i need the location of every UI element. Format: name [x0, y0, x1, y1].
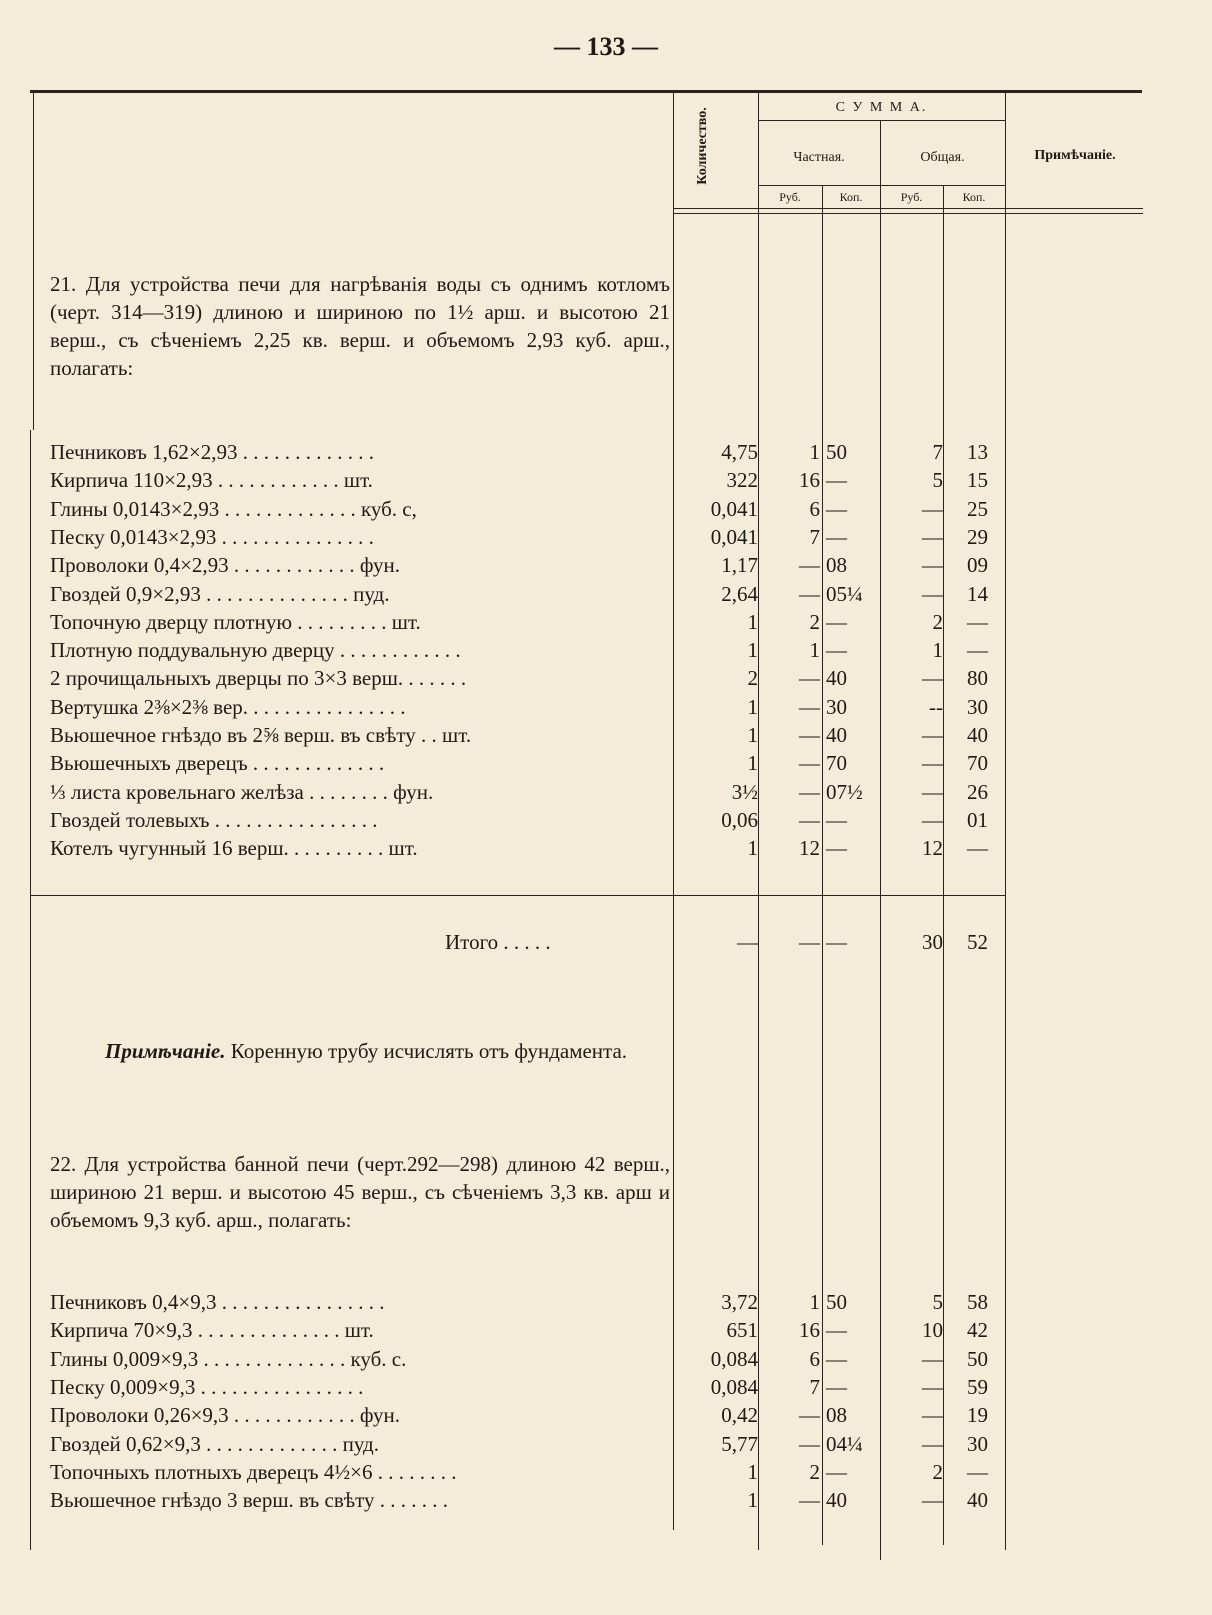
item-qty: 5,77 [721, 1431, 758, 1456]
table-row [0, 695, 1212, 723]
partial-rub: 16 [799, 1318, 820, 1343]
total-rub: 2 [932, 1459, 943, 1484]
total-kop: 50 [967, 1346, 988, 1371]
item-qty: 4,75 [721, 440, 758, 464]
item-qty: 1 [747, 836, 758, 861]
table-row [0, 1403, 1212, 1431]
item-name: ⅓ листа кровельнаго желѣза . . . . . . . . фун. [50, 779, 434, 804]
total-total-rub: 30 [922, 930, 943, 954]
item-name: Вьюшечныхъ дверецъ . . . . . . . . . . . . . [50, 751, 385, 776]
item-qty: 0,06 [721, 807, 758, 832]
partial-rub: 16 [799, 468, 820, 493]
total-rub: — [922, 779, 943, 804]
total-kop: — [967, 609, 988, 634]
total-kop: 01 [967, 807, 988, 832]
item-name: Вертушка 2⅜×2⅜ вер. . . . . . . . . . . . . . . . [50, 694, 406, 719]
rubkop-rule [758, 185, 1005, 186]
item-qty: 2,64 [721, 581, 758, 606]
partial-rub: 6 [809, 1346, 820, 1371]
total-kop: 40 [967, 723, 988, 747]
total-partial-kop: — [826, 930, 847, 954]
total-kop: 30 [967, 1431, 988, 1456]
total-row [0, 930, 1212, 958]
total-rub: — [922, 553, 943, 578]
partial-kop: 05¼ [826, 581, 863, 606]
total-kop: 09 [967, 553, 988, 578]
partial-kop: 30 [826, 694, 847, 719]
partial-kop: 08 [826, 1403, 847, 1428]
partial-kop: — [826, 1459, 847, 1484]
total-kop: 80 [967, 666, 988, 691]
item-name: Плотную поддувальную дверцу . . . . . . . . . . . . [50, 638, 461, 663]
remark-header: Примѣчаніе. [1034, 148, 1116, 163]
sum-header: С У М М А. [835, 100, 928, 115]
partial-kop: — [826, 807, 847, 832]
total-kop: 25 [967, 496, 988, 521]
total-kop: — [967, 836, 988, 861]
quantity-header: Количество. [695, 107, 710, 185]
partial-rub: 1 [809, 638, 820, 663]
item-name: Проволоки 0,26×9,3 . . . . . . . . . . . . фун. [50, 1403, 400, 1428]
total-kop: 58 [967, 1290, 988, 1314]
table-row [0, 1488, 1212, 1516]
table-row [0, 1290, 1212, 1318]
total-rub: — [922, 1488, 943, 1513]
partial-rub: — [799, 807, 820, 832]
partial-rub: — [799, 1431, 820, 1456]
item-name: Песку 0,009×9,3 . . . . . . . . . . . . . . . . [50, 1374, 364, 1399]
total-kop: 30 [967, 694, 988, 719]
total-label: Итого . . . . . [445, 930, 551, 954]
total-kop: 40 [967, 1488, 988, 1513]
partial-kop: — [826, 638, 847, 663]
partial-rub: — [799, 751, 820, 776]
item-qty: 651 [726, 1318, 758, 1343]
partial-rub: 1 [809, 1290, 820, 1314]
item-qty: 3½ [731, 779, 758, 804]
item-name: Котелъ чугунный 16 верш. . . . . . . . . . шт. [50, 836, 418, 861]
item-name: Кирпича 70×9,3 . . . . . . . . . . . . . . шт. [50, 1318, 374, 1343]
total-kop: 29 [967, 524, 988, 549]
total-rub: 12 [922, 836, 943, 861]
table-row [0, 1318, 1212, 1346]
table-row [0, 440, 1212, 468]
total-partial-rub: — [799, 930, 820, 954]
partial-kop: 50 [826, 440, 847, 464]
partial-kop: 08 [826, 553, 847, 578]
partial-kop: — [826, 836, 847, 861]
table-row [0, 1432, 1212, 1460]
total-kop: — [967, 1459, 988, 1484]
table-row [0, 525, 1212, 553]
table-row [0, 836, 1212, 864]
item-name: 2 прочищальныхъ дверцы по 3×3 верш. . . . . . . [50, 666, 467, 691]
item-qty: 3,72 [721, 1290, 758, 1314]
total-total-kop: 52 [967, 930, 988, 954]
table-row [0, 610, 1212, 638]
item-name: Гвоздей 0,62×9,3 . . . . . . . . . . . . . пуд. [50, 1431, 379, 1456]
total-rub: — [922, 1346, 943, 1371]
partial-kop: 70 [826, 751, 847, 776]
partial-kop: — [826, 609, 847, 634]
total-rub: — [922, 1431, 943, 1456]
partial-rub: 7 [809, 524, 820, 549]
page-number: — 133 — [554, 32, 658, 61]
item-name: Печниковъ 1,62×2,93 . . . . . . . . . . . . . [50, 440, 374, 464]
total-kop-header: Коп. [962, 190, 986, 204]
partial-kop: 40 [826, 723, 847, 747]
item-qty: 0,084 [710, 1346, 758, 1371]
total-rub: — [922, 1403, 943, 1428]
item-name: Топочныхъ плотныхъ дверецъ 4½×6 . . . . . . . . [50, 1459, 457, 1484]
total-rub: — [922, 1374, 943, 1399]
partial-rub: — [799, 723, 820, 747]
item-qty: 1 [747, 1459, 758, 1484]
total-kop: 70 [967, 751, 988, 776]
total-rub: 5 [932, 468, 943, 493]
partial-rub-header: Руб. [779, 190, 801, 204]
table-row [0, 723, 1212, 751]
header-bottom-rule-2 [673, 213, 1143, 214]
total-kop: 15 [967, 468, 988, 493]
partial-kop: 07½ [826, 779, 863, 804]
partial-rub: 2 [809, 1459, 820, 1484]
item-name: Вьюшечное гнѣздо 3 верш. въ свѣту . . . . . . . [50, 1488, 449, 1513]
item-qty: 1 [747, 723, 758, 747]
total-kop: 42 [967, 1318, 988, 1343]
item-qty: 1 [747, 609, 758, 634]
total-rub: — [922, 524, 943, 549]
section-21-heading: 21. Для устройства печи для нагрѣванія воды съ однимъ котломъ (черт. 314—319) длиною и шириною по 1½ арш. и высотою 21 верш., съ сѣченіемъ 2,25 кв. верш. и объемомъ 2,93 куб. арш., полагать: [50, 272, 670, 380]
item-name: Проволоки 0,4×2,93 . . . . . . . . . . . . фун. [50, 553, 400, 578]
item-name: Вьюшечное гнѣздо въ 2⅝ верш. въ свѣту . . шт. [50, 723, 472, 747]
partial-rub: — [799, 779, 820, 804]
total-header: Общая. [920, 150, 965, 165]
top-rule [30, 90, 1142, 93]
item-qty: 1 [747, 638, 758, 663]
item-name: Гвоздей толевыхъ . . . . . . . . . . . . . . . . [50, 807, 378, 832]
table-row [0, 666, 1212, 694]
total-kop: — [967, 638, 988, 663]
partial-rub: 2 [809, 609, 820, 634]
partial-kop: 40 [826, 1488, 847, 1513]
total-rub: — [922, 807, 943, 832]
item-name: Глины 0,0143×2,93 . . . . . . . . . . . . . куб. с, [50, 496, 417, 521]
partial-kop-header: Коп. [839, 190, 863, 204]
item-qty: 0,041 [710, 524, 758, 549]
partial-header: Частная. [793, 150, 845, 165]
item-qty: 1 [747, 751, 758, 776]
partial-rub: 6 [809, 496, 820, 521]
item-qty: 0,084 [710, 1374, 758, 1399]
partial-rub: — [799, 666, 820, 691]
table-row [0, 497, 1212, 525]
table-row [0, 1375, 1212, 1403]
total-rub-header: Руб. [900, 190, 923, 204]
item-name: Гвоздей 0,9×2,93 . . . . . . . . . . . . . . пуд. [50, 581, 390, 606]
item-name: Глины 0,009×9,3 . . . . . . . . . . . . . . куб. с. [50, 1346, 407, 1371]
partial-rub: — [799, 1488, 820, 1513]
partial-kop: — [826, 524, 847, 549]
partial-kop: — [826, 496, 847, 521]
header-bottom-rule [673, 208, 1143, 209]
table-row [0, 780, 1212, 808]
total-rub: -- [929, 694, 943, 719]
item-qty: 322 [726, 468, 758, 493]
item-name: Печниковъ 0,4×9,3 . . . . . . . . . . . . . . . . [50, 1290, 385, 1314]
note-title: Примѣчаніе. [105, 1039, 226, 1063]
left-rule [33, 90, 34, 430]
table-row [0, 638, 1212, 666]
table-row [0, 1460, 1212, 1488]
partial-rub: 7 [809, 1374, 820, 1399]
partial-kop: — [826, 1374, 847, 1399]
total-qty: — [737, 930, 758, 954]
partial-rub: — [799, 553, 820, 578]
total-kop: 59 [967, 1374, 988, 1399]
item-qty: 1,17 [721, 553, 758, 578]
partial-rub: 1 [809, 440, 820, 464]
total-rub: 5 [932, 1290, 943, 1314]
item-name: Песку 0,0143×2,93 . . . . . . . . . . . . . . . [50, 524, 374, 549]
total-top-rule [30, 895, 1005, 896]
total-rub: 7 [932, 440, 943, 464]
total-rub: 2 [932, 609, 943, 634]
total-rub: — [922, 581, 943, 606]
partial-rub: — [799, 581, 820, 606]
total-rub: — [922, 723, 943, 747]
table-row [0, 553, 1212, 581]
total-kop: 26 [967, 779, 988, 804]
table-row [0, 1347, 1212, 1375]
partial-kop: 04¼ [826, 1431, 863, 1456]
item-qty: 0,42 [721, 1403, 758, 1428]
table-row [0, 582, 1212, 610]
total-rub: — [922, 496, 943, 521]
sum-rule [758, 120, 1005, 121]
partial-rub: — [799, 694, 820, 719]
total-rub: 1 [932, 638, 943, 663]
item-qty: 1 [747, 694, 758, 719]
total-kop: 13 [967, 440, 988, 464]
section-22-heading: 22. Для устройства банной печи (черт.292—298) длиною 42 верш., шириною 21 верш. и высотою 45 верш., съ сѣченіемъ 3,3 кв. арш и объемомъ 9,3 куб. арш., полагать: [50, 1152, 670, 1232]
total-rub: 10 [922, 1318, 943, 1343]
total-rub: — [922, 666, 943, 691]
section-21-note [105, 1037, 670, 1065]
item-qty: 2 [747, 666, 758, 691]
partial-rub: 12 [799, 836, 820, 861]
table-row [0, 468, 1212, 496]
total-kop: 19 [967, 1403, 988, 1428]
partial-rub: — [799, 1403, 820, 1428]
total-kop: 14 [967, 581, 988, 606]
note-text: Коренную трубу исчислять отъ фундамента. [230, 1039, 628, 1063]
partial-kop: 50 [826, 1290, 847, 1314]
partial-kop: — [826, 1318, 847, 1343]
item-qty: 1 [747, 1488, 758, 1513]
item-name: Топочную дверцу плотную . . . . . . . . . шт. [50, 609, 421, 634]
partial-kop: — [826, 1346, 847, 1371]
total-rub: — [922, 751, 943, 776]
item-name: Кирпича 110×2,93 . . . . . . . . . . . . шт. [50, 468, 373, 493]
partial-kop: 40 [826, 666, 847, 691]
table-row [0, 808, 1212, 836]
partial-kop: — [826, 468, 847, 493]
table-row [0, 751, 1212, 779]
item-qty: 0,041 [710, 496, 758, 521]
